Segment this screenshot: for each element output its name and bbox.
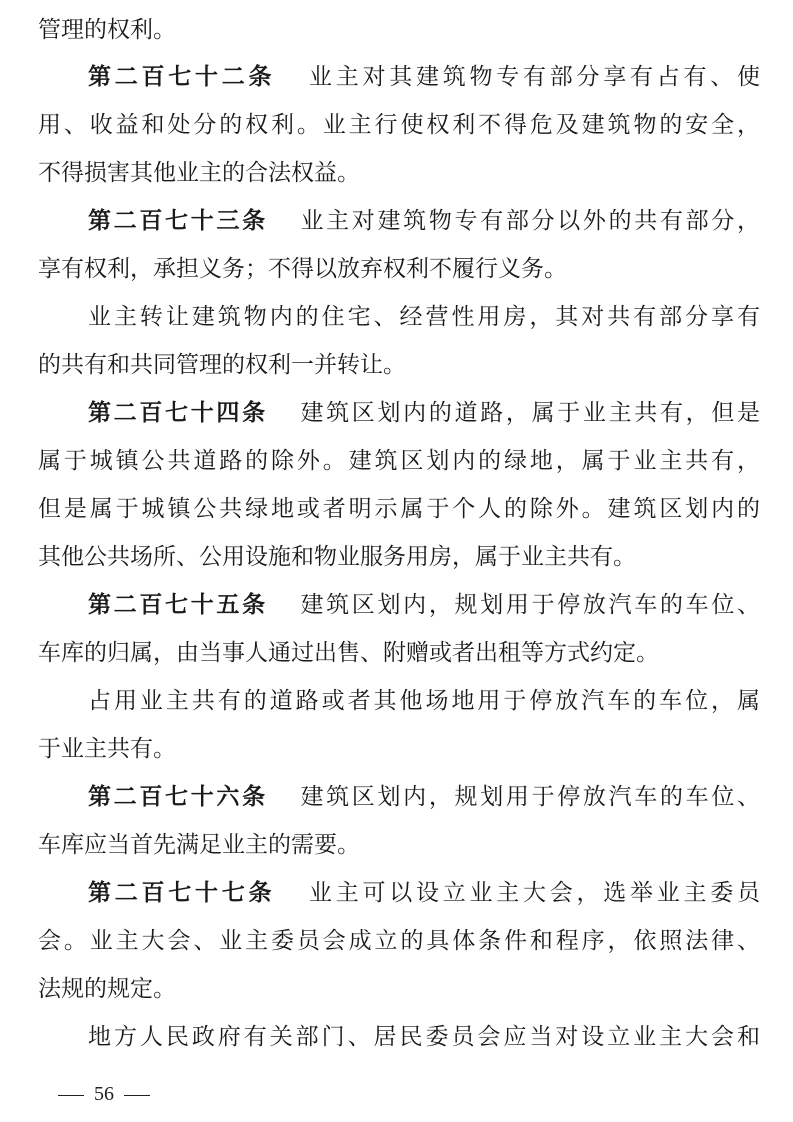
article-number: 第二百七十六条 (88, 784, 268, 810)
article-text: 业主可以设立业主大会，选举业主委员 (305, 880, 760, 906)
text-line: 但是属于城镇公共绿地或者明示属于个人的除外。建筑区划内的 (38, 496, 760, 522)
article-number: 第二百七十七条 (88, 880, 276, 906)
text-line: 属于城镇公共道路的除外。建筑区划内的绿地，属于业主共有， (38, 448, 760, 474)
page-footer (48, 1080, 160, 1108)
text-line: 其他公共场所、公用设施和物业服务用房，属于业主共有。 (38, 544, 636, 570)
text-line: 的共有和共同管理的权利一并转让。 (38, 352, 406, 378)
text-line: 用、收益和处分的权利。业主行使权利不得危及建筑物的安全， (38, 112, 760, 138)
article-text: 业主对其建筑物专有部分享有占有、使 (305, 64, 760, 90)
text-line: 法规的规定。 (38, 976, 176, 1002)
article-text: 建筑区划内，规划用于停放汽车的车位、 (297, 784, 760, 810)
article-text: 建筑区划内，规划用于停放汽车的车位、 (297, 592, 760, 618)
article-number: 第二百七十四条 (88, 400, 268, 426)
page-number: 56 (94, 1083, 114, 1105)
article-heading-line (88, 878, 760, 908)
text-line: 不得损害其他业主的合法权益。 (38, 160, 360, 186)
article-heading-line (88, 206, 760, 236)
text-line: 享有权利，承担义务；不得以放弃权利不履行义务。 (38, 256, 567, 282)
paragraph-start-line: 占用业主共有的道路或者其他场地用于停放汽车的车位，属 (88, 688, 760, 714)
article-number: 第二百七十二条 (88, 64, 276, 90)
text-line: 车库应当首先满足业主的需要。 (38, 832, 360, 858)
article-heading-line (88, 398, 760, 428)
text-line: 于业主共有。 (38, 736, 176, 762)
article-heading-line (88, 62, 760, 92)
text-line: 会。业主大会、业主委员会成立的具体条件和程序，依照法律、 (38, 928, 760, 954)
text-line: 管理的权利。 (38, 17, 176, 43)
paragraph-start-line: 地方人民政府有关部门、居民委员会应当对设立业主大会和 (88, 1024, 760, 1050)
paragraph-start-line: 业主转让建筑物内的住宅、经营性用房，其对共有部分享有 (88, 304, 760, 330)
article-text: 业主对建筑物专有部分以外的共有部分， (297, 208, 760, 234)
text-line: 车库的归属，由当事人通过出售、附赠或者出租等方式约定。 (38, 640, 659, 666)
footer-dash-left (58, 1095, 84, 1096)
footer-dash-right (124, 1095, 150, 1096)
article-number: 第二百七十五条 (88, 592, 268, 618)
article-heading-line (88, 782, 760, 812)
article-heading-line (88, 590, 760, 620)
article-number: 第二百七十三条 (88, 208, 268, 234)
article-text: 建筑区划内的道路，属于业主共有，但是 (297, 400, 760, 426)
